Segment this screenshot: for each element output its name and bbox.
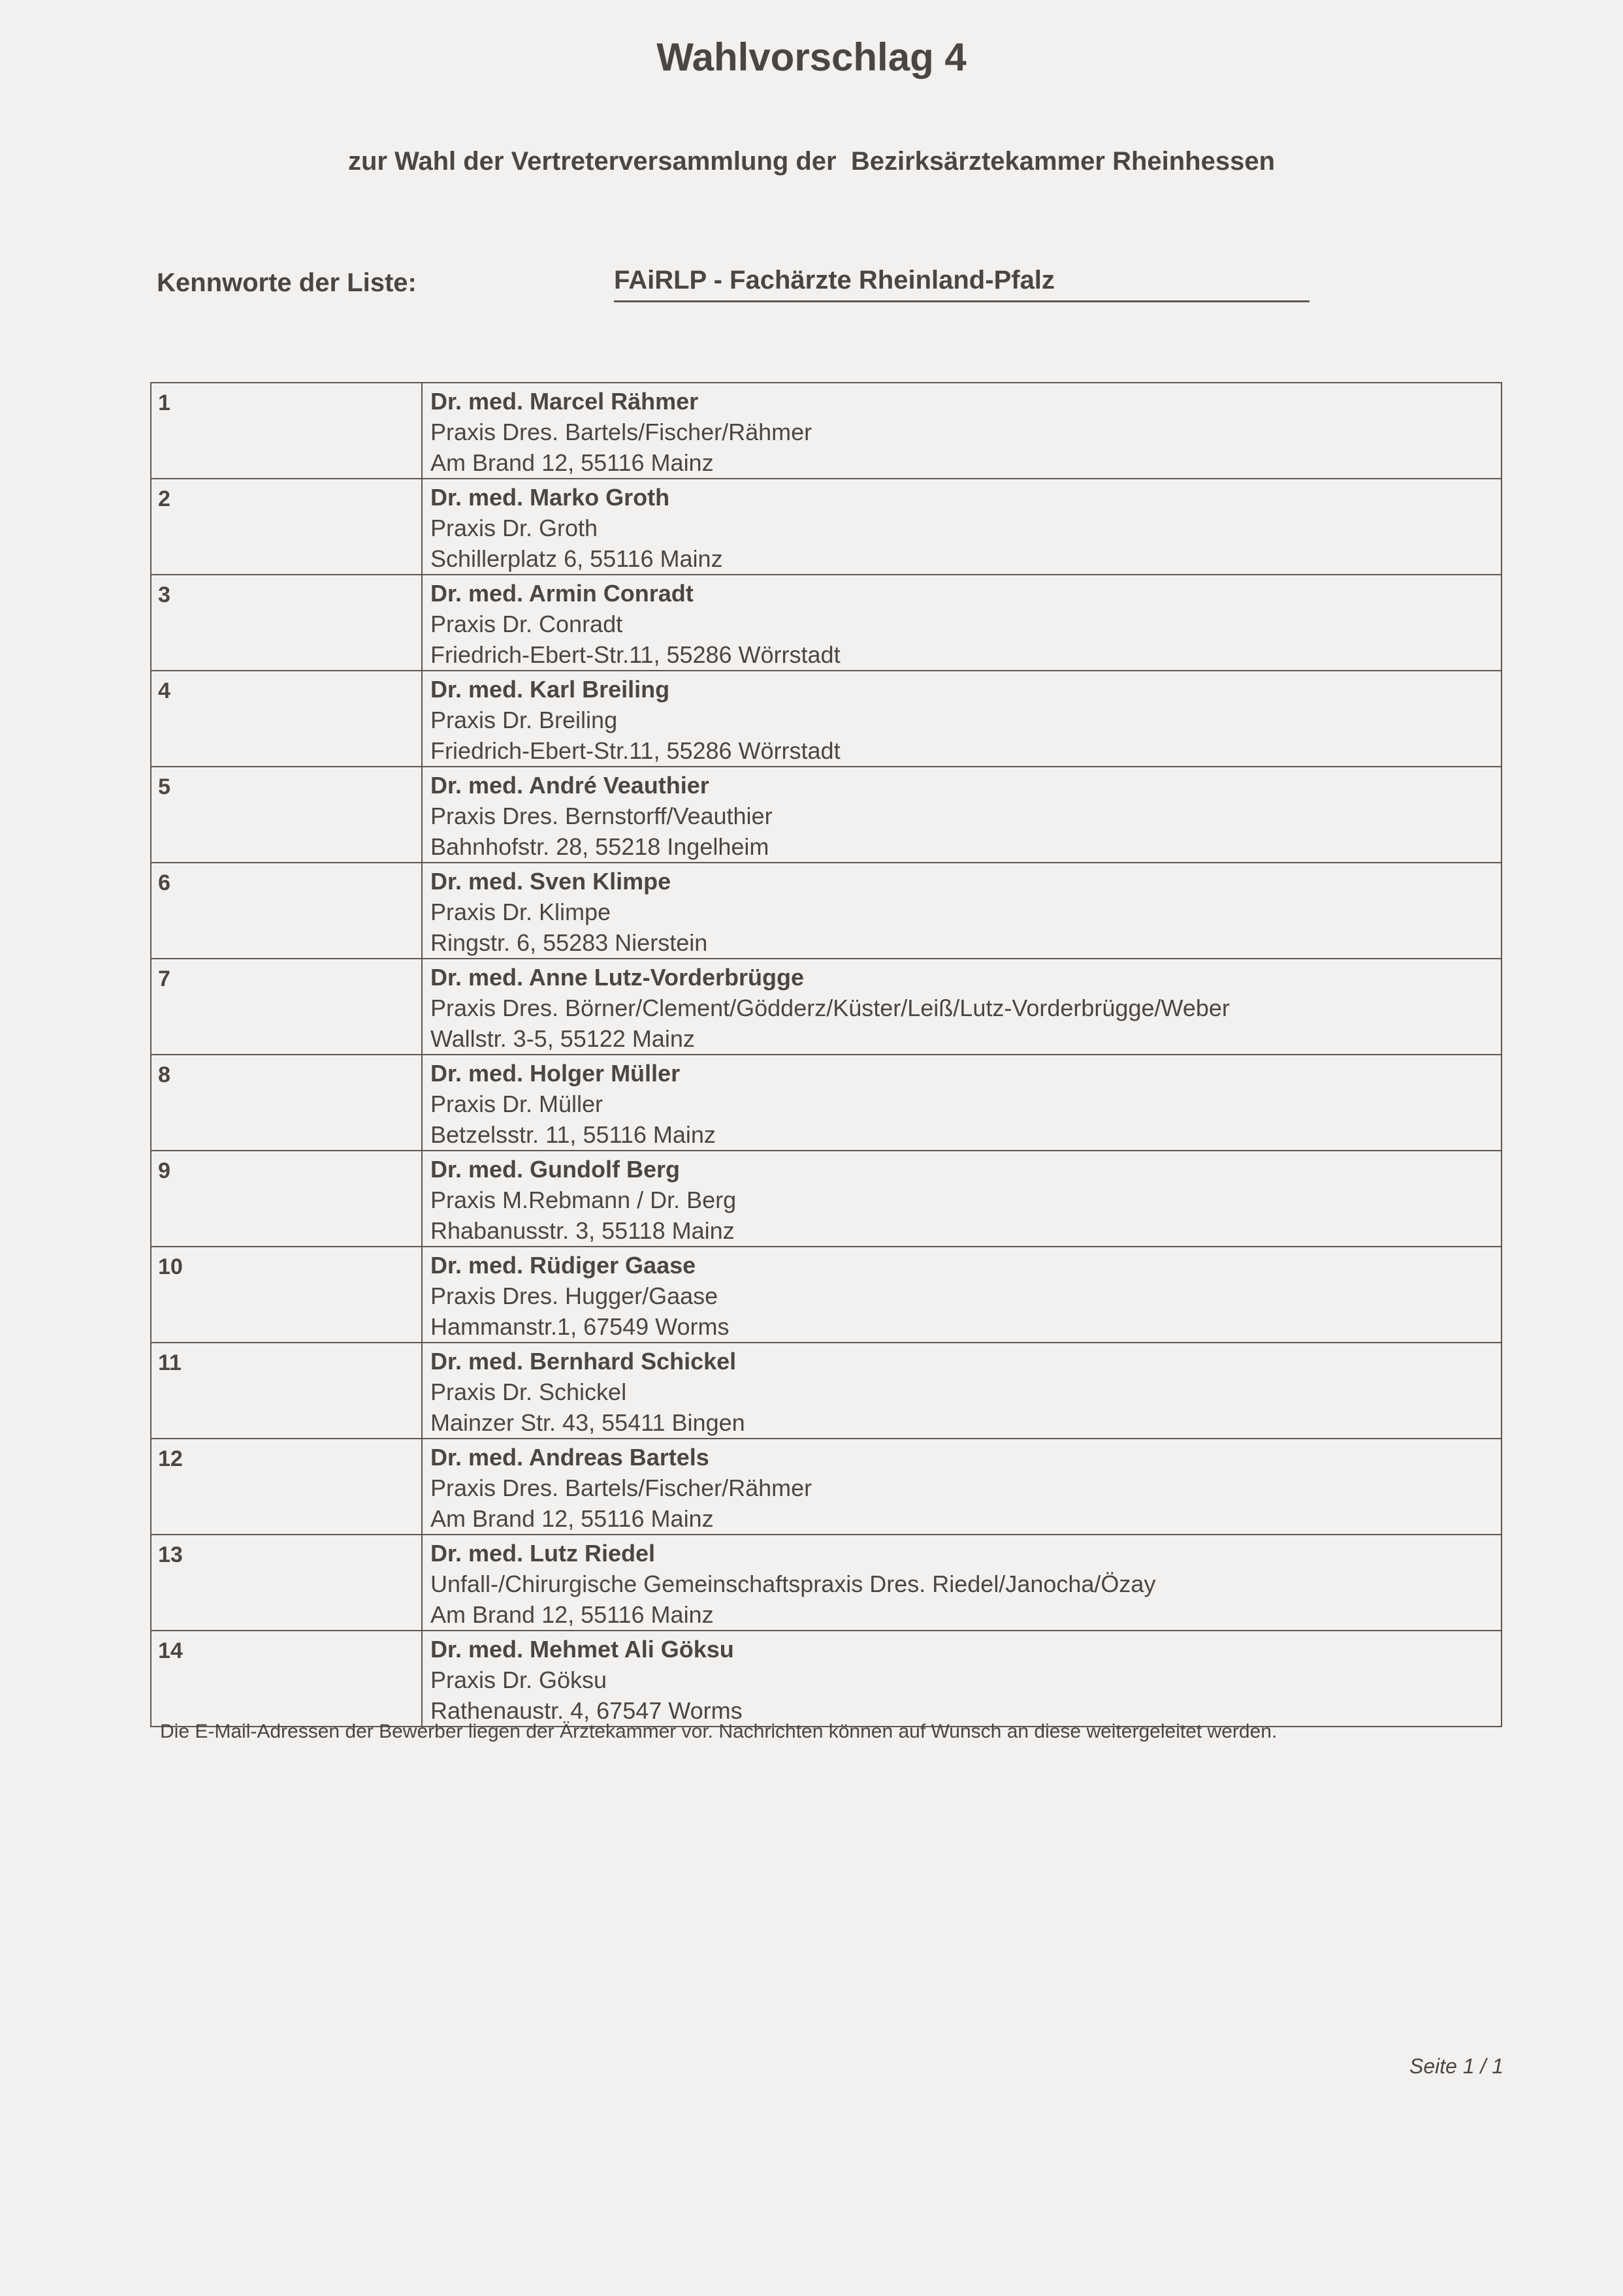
candidate-row xyxy=(151,1247,1502,1343)
candidate-details-cell xyxy=(422,1343,1502,1439)
candidate-name: Dr. med. Andreas Bartels xyxy=(430,1444,709,1471)
candidate-name: Dr. med. Anne Lutz-Vorderbrügge xyxy=(430,964,805,991)
list-keyword-label: Kennworte der Liste: xyxy=(157,268,417,297)
candidate-details-cell xyxy=(422,1055,1502,1151)
candidate-number: 12 xyxy=(158,1446,183,1471)
candidate-number: 6 xyxy=(158,870,170,895)
candidate-address: Friedrich-Ebert-Str.11, 55286 Wörrstadt xyxy=(430,641,841,668)
candidate-number: 4 xyxy=(158,678,170,703)
candidate-number-cell xyxy=(151,1535,422,1631)
candidate-details xyxy=(423,575,1501,670)
footnote: Die E-Mail-Adressen der Bewerber liegen der Ärztekammer vor. Nachrichten können auf Wunsch an diese weitergeleitet werden. xyxy=(160,1721,1278,1742)
candidate-address: Schillerplatz 6, 55116 Mainz xyxy=(430,545,723,572)
candidate-row xyxy=(151,767,1502,863)
candidate-details-cell xyxy=(422,671,1502,767)
candidate-number: 9 xyxy=(158,1158,170,1183)
candidate-name: Dr. med. Karl Breiling xyxy=(430,676,670,703)
candidate-number-cell xyxy=(151,671,422,767)
candidate-details xyxy=(423,863,1501,958)
candidate-name: Dr. med. Sven Klimpe xyxy=(430,868,671,895)
candidate-row xyxy=(151,575,1502,671)
candidate-practice: Praxis Dres. Bartels/Fischer/Rähmer xyxy=(430,419,812,445)
candidate-details-cell xyxy=(422,863,1502,959)
candidate-details xyxy=(423,1151,1501,1246)
candidate-details xyxy=(423,1535,1501,1630)
candidate-row xyxy=(151,1439,1502,1535)
candidate-number: 5 xyxy=(158,774,170,799)
candidate-details xyxy=(423,1631,1501,1726)
candidate-details xyxy=(423,671,1501,766)
candidate-number: 14 xyxy=(158,1638,183,1663)
page-number: Seite 1 / 1 xyxy=(1409,2054,1504,2078)
candidate-practice: Praxis Dr. Klimpe xyxy=(430,899,611,925)
candidate-number-cell xyxy=(151,863,422,959)
candidate-number-cell xyxy=(151,959,422,1055)
candidate-details xyxy=(423,1055,1501,1150)
candidate-address: Ringstr. 6, 55283 Nierstein xyxy=(430,929,708,956)
candidate-practice: Praxis Dr. Schickel xyxy=(430,1379,627,1405)
candidate-practice: Praxis M.Rebmann / Dr. Berg xyxy=(430,1187,737,1213)
candidate-address: Betzelsstr. 11, 55116 Mainz xyxy=(430,1121,716,1148)
candidate-name: Dr. med. Rüdiger Gaase xyxy=(430,1252,696,1279)
candidate-address: Bahnhofstr. 28, 55218 Ingelheim xyxy=(430,833,769,860)
candidate-row xyxy=(151,1151,1502,1247)
candidate-details-cell xyxy=(422,1151,1502,1247)
candidate-number-cell xyxy=(151,479,422,575)
candidate-row xyxy=(151,1055,1502,1151)
candidate-row xyxy=(151,959,1502,1055)
candidate-address: Am Brand 12, 55116 Mainz xyxy=(430,1505,714,1532)
candidate-address: Hammanstr.1, 67549 Worms xyxy=(430,1313,730,1340)
candidate-name: Dr. med. Mehmet Ali Göksu xyxy=(430,1636,734,1663)
candidate-address: Wallstr. 3-5, 55122 Mainz xyxy=(430,1025,695,1052)
candidate-name: Dr. med. Holger Müller xyxy=(430,1060,681,1087)
candidate-number: 1 xyxy=(158,391,170,415)
candidate-details-cell xyxy=(422,1535,1502,1631)
candidate-row xyxy=(151,1343,1502,1439)
candidate-name: Dr. med. Armin Conradt xyxy=(430,580,694,607)
candidate-table xyxy=(150,382,1502,1727)
candidate-table-body xyxy=(151,383,1502,1727)
candidate-address: Rathenaustr. 4, 67547 Worms xyxy=(430,1697,743,1724)
candidate-details xyxy=(423,1343,1501,1438)
candidate-number: 8 xyxy=(158,1062,170,1087)
candidate-practice: Praxis Dr. Conradt xyxy=(430,611,623,637)
candidate-details-cell xyxy=(422,383,1502,479)
candidate-address: Am Brand 12, 55116 Mainz xyxy=(430,449,714,476)
candidate-practice: Praxis Dr. Müller xyxy=(430,1091,603,1117)
candidate-details xyxy=(423,479,1501,574)
candidate-number: 11 xyxy=(158,1350,182,1375)
candidate-details-cell xyxy=(422,959,1502,1055)
candidate-practice: Praxis Dr. Breiling xyxy=(430,707,618,733)
candidate-row xyxy=(151,383,1502,479)
candidate-practice: Praxis Dres. Börner/Clement/Gödderz/Küster/Leiß/Lutz-Vorderbrügge/Weber xyxy=(430,995,1230,1021)
candidate-number-cell xyxy=(151,1439,422,1535)
candidate-number-cell xyxy=(151,383,422,479)
candidate-details-cell xyxy=(422,575,1502,671)
candidate-row xyxy=(151,1535,1502,1631)
candidate-details-cell xyxy=(422,479,1502,575)
candidate-details xyxy=(423,959,1501,1054)
candidate-practice: Praxis Dres. Bernstorff/Veauthier xyxy=(430,803,773,829)
candidate-address: Am Brand 12, 55116 Mainz xyxy=(430,1601,714,1628)
candidate-practice: Praxis Dr. Groth xyxy=(430,515,598,541)
candidate-address: Friedrich-Ebert-Str.11, 55286 Wörrstadt xyxy=(430,737,841,764)
candidate-number-cell xyxy=(151,1343,422,1439)
candidate-details-cell xyxy=(422,1439,1502,1535)
candidate-practice: Praxis Dr. Göksu xyxy=(430,1666,607,1693)
candidate-address: Mainzer Str. 43, 55411 Bingen xyxy=(430,1409,745,1436)
candidate-name: Dr. med. André Veauthier xyxy=(430,772,709,799)
candidate-number: 7 xyxy=(158,966,170,991)
candidate-number-cell xyxy=(151,1247,422,1343)
candidate-number: 10 xyxy=(158,1254,183,1279)
candidate-details xyxy=(423,767,1501,862)
candidate-details-cell xyxy=(422,767,1502,863)
candidate-row xyxy=(151,671,1502,767)
candidate-name: Dr. med. Gundolf Berg xyxy=(430,1156,681,1183)
document-subtitle: zur Wahl der Vertreterversammlung der Bezirksärztekammer Rheinhessen xyxy=(347,147,1276,176)
candidate-row xyxy=(151,863,1502,959)
candidate-number-cell xyxy=(151,767,422,863)
candidate-practice: Praxis Dres. Bartels/Fischer/Rähmer xyxy=(430,1475,812,1501)
candidate-address: Rhabanusstr. 3, 55118 Mainz xyxy=(430,1217,735,1244)
candidate-number-cell xyxy=(151,1055,422,1151)
candidate-name: Dr. med. Bernhard Schickel xyxy=(430,1348,737,1375)
candidate-practice: Unfall-/Chirurgische Gemeinschaftspraxis Dres. Riedel/Janocha/Özay xyxy=(430,1571,1156,1597)
candidate-number-cell xyxy=(151,1631,422,1727)
candidate-row xyxy=(151,479,1502,575)
candidate-name: Dr. med. Marko Groth xyxy=(430,484,670,511)
candidate-number-cell xyxy=(151,575,422,671)
list-keyword-value: FAiRLP - Fachärzte Rheinland-Pfalz xyxy=(614,263,1310,302)
candidate-number-cell xyxy=(151,1151,422,1247)
candidate-number: 2 xyxy=(158,486,170,511)
candidate-number: 13 xyxy=(158,1542,183,1567)
candidate-details-cell xyxy=(422,1631,1502,1727)
candidate-details-cell xyxy=(422,1247,1502,1343)
candidate-number: 3 xyxy=(158,582,170,607)
candidate-row xyxy=(151,1631,1502,1727)
document-title: Wahlvorschlag 4 xyxy=(656,35,967,79)
candidate-details xyxy=(423,1247,1501,1342)
candidate-name: Dr. med. Marcel Rähmer xyxy=(430,388,699,415)
candidate-name: Dr. med. Lutz Riedel xyxy=(430,1540,656,1567)
candidate-details xyxy=(423,383,1501,478)
candidate-practice: Praxis Dres. Hugger/Gaase xyxy=(430,1283,718,1309)
candidate-details xyxy=(423,1439,1501,1534)
